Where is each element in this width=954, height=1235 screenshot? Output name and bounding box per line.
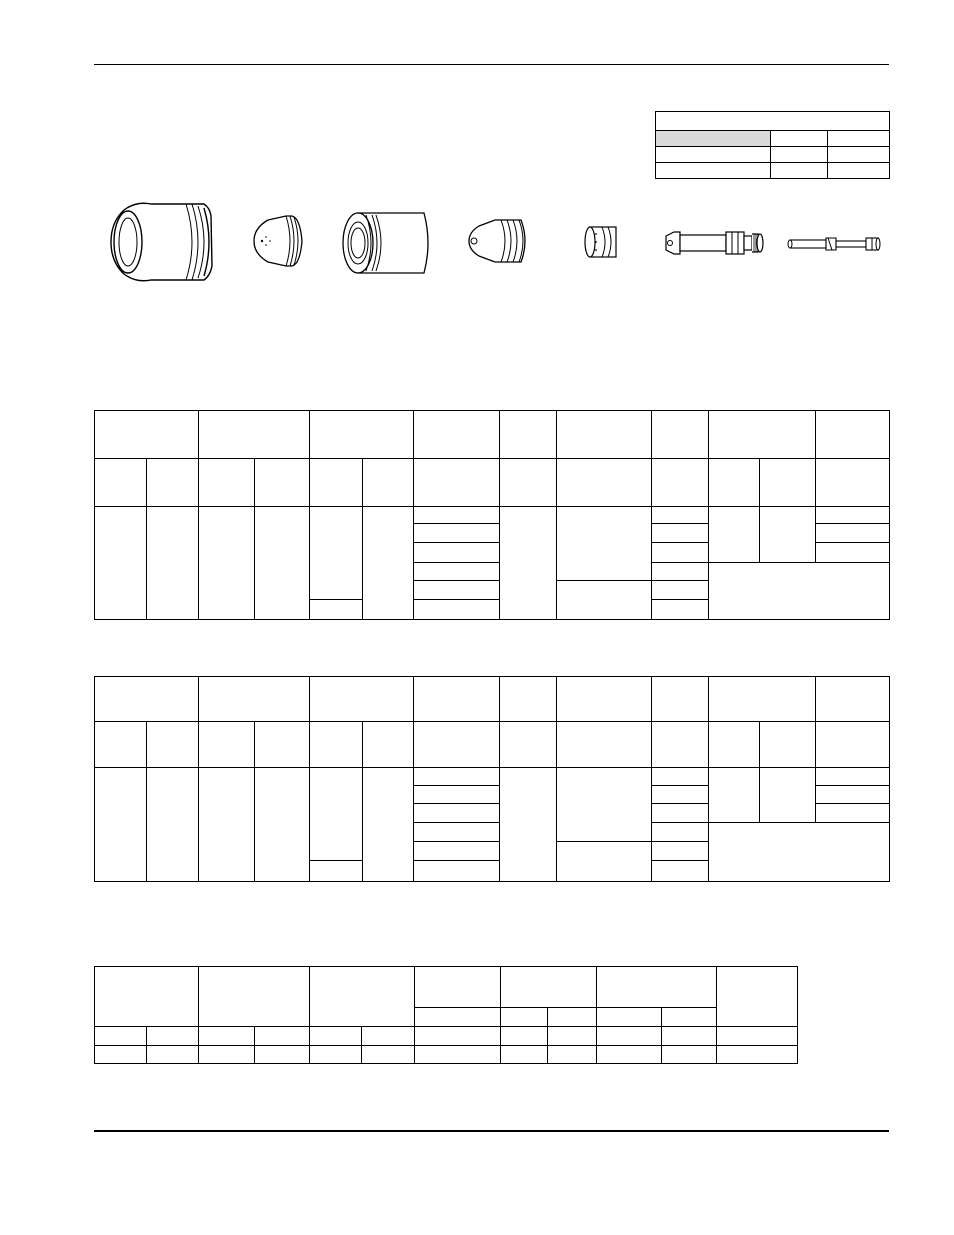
footer-rule — [94, 1130, 889, 1132]
water-tube-icon — [786, 234, 886, 254]
process-table-1 — [94, 410, 891, 622]
swirl-ring-icon — [582, 222, 622, 262]
reference-table — [655, 111, 891, 181]
electrode-icon — [660, 226, 770, 260]
process-table-2 — [94, 676, 891, 884]
table-grid — [94, 410, 890, 620]
table-grid — [94, 676, 890, 882]
process-table-3 — [94, 966, 799, 1066]
reference-table-shaded-header — [656, 130, 770, 146]
nozzle-icon — [465, 214, 533, 268]
shield-icon — [248, 210, 308, 272]
table-grid — [94, 966, 798, 1064]
shield-cap-icon — [106, 196, 218, 288]
header-rule — [94, 64, 889, 65]
retaining-cap-icon — [336, 207, 436, 279]
